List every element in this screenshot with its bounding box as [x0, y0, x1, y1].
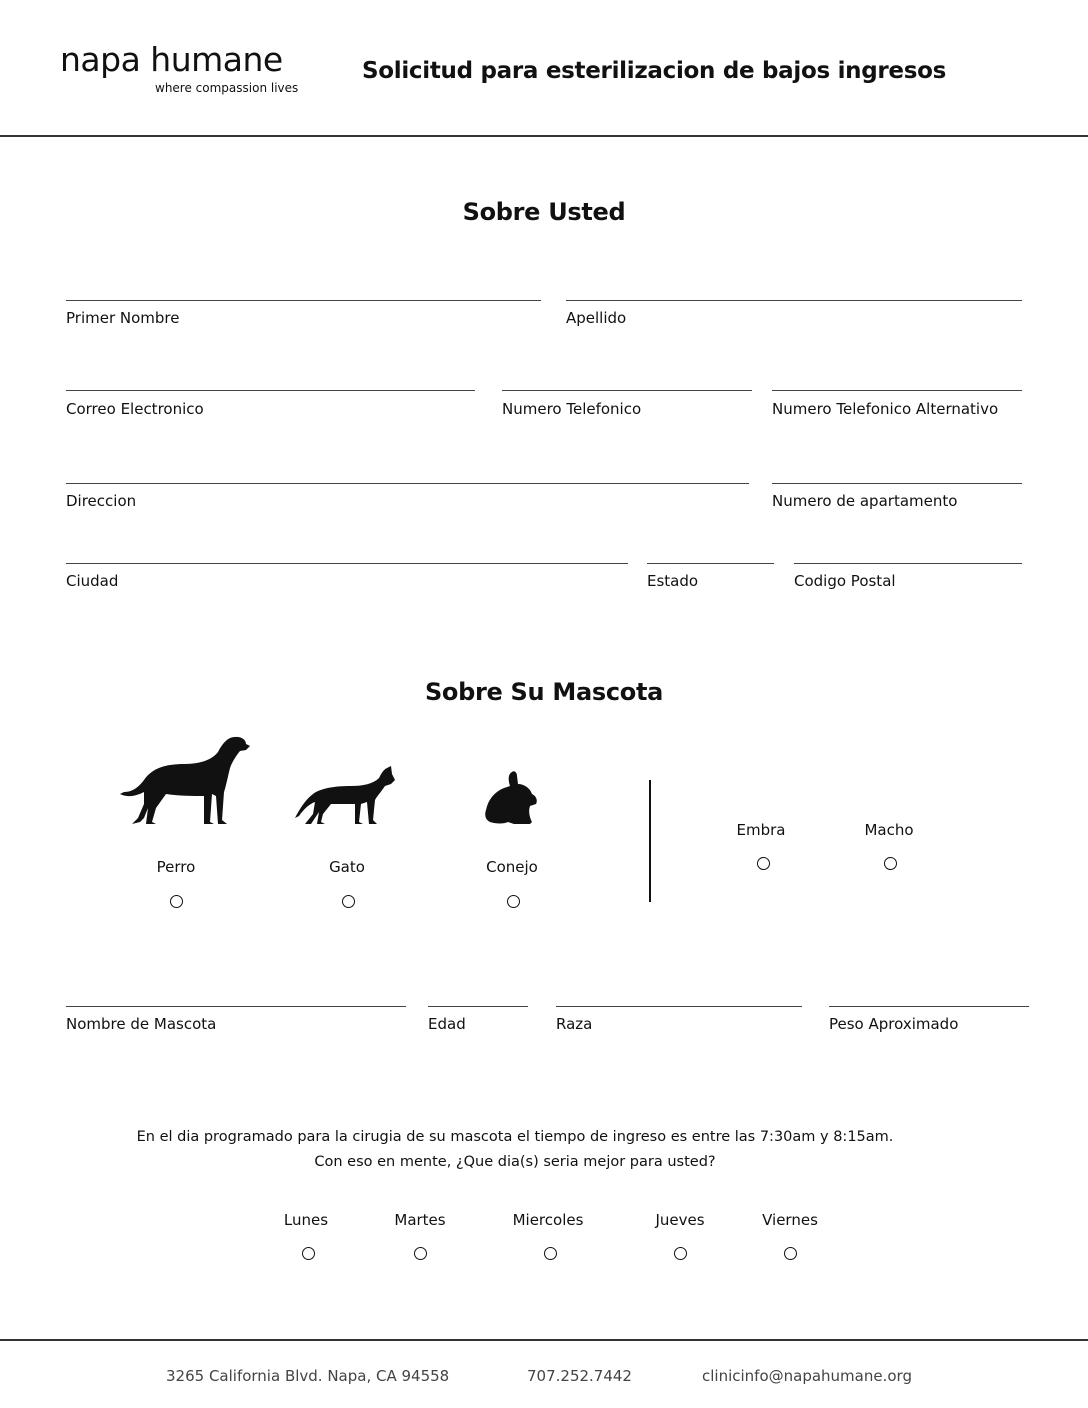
section-divider [649, 780, 651, 902]
rabbit-icon [484, 770, 538, 826]
logo-wordmark: napa humane [60, 40, 283, 79]
day-label-wednesday: Miercoles [512, 1211, 584, 1229]
zip-field[interactable] [794, 563, 1022, 564]
phone-label: Numero Telefonico [502, 400, 642, 418]
day-label-monday: Lunes [283, 1211, 329, 1229]
section-title-about-pet: Sobre Su Mascota [424, 678, 664, 706]
pet-name-label: Nombre de Mascota [66, 1015, 217, 1033]
day-label-tuesday: Martes [394, 1211, 446, 1229]
weight-label: Peso Aproximado [829, 1015, 959, 1033]
header-divider [0, 135, 1088, 137]
footer-phone: 707.252.7442 [527, 1367, 632, 1385]
first-name-label: Primer Nombre [66, 309, 180, 327]
footer-email: clinicinfo@napahumane.org [702, 1367, 912, 1385]
dog-icon [118, 734, 252, 826]
day-radio-monday[interactable] [302, 1247, 315, 1260]
page-title: Solicitud para esterilizacion de bajos ingresos [362, 58, 947, 84]
age-label: Edad [428, 1015, 466, 1033]
logo-tagline: where compassion lives [155, 81, 299, 95]
day-radio-tuesday[interactable] [414, 1247, 427, 1260]
address-field[interactable] [66, 483, 749, 484]
first-name-field[interactable] [66, 300, 541, 301]
sex-label-female: Embra [736, 821, 786, 839]
sex-radio-male[interactable] [884, 857, 897, 870]
weight-field[interactable] [829, 1006, 1029, 1007]
species-radio-dog[interactable] [170, 895, 183, 908]
species-label-rabbit: Conejo [486, 858, 538, 876]
schedule-note-line1: En el dia programado para la cirugia de su mascota el tiempo de ingreso es entre las 7:30am y 8:15am. [136, 1129, 894, 1145]
species-label-cat: Gato [329, 858, 365, 876]
footer-address: 3265 California Blvd. Napa, CA 94558 [166, 1367, 450, 1385]
day-label-friday: Viernes [762, 1211, 818, 1229]
breed-field[interactable] [556, 1006, 802, 1007]
sex-radio-female[interactable] [757, 857, 770, 870]
sex-label-male: Macho [864, 821, 914, 839]
address-label: Direccion [66, 492, 137, 510]
alt-phone-field[interactable] [772, 390, 1022, 391]
zip-label: Codigo Postal [794, 572, 896, 590]
last-name-label: Apellido [566, 309, 627, 327]
section-title-about-you: Sobre Usted [462, 198, 626, 226]
schedule-note-line2: Con eso en mente, ¿Que dia(s) seria mejor para usted? [314, 1154, 716, 1170]
footer-divider [0, 1339, 1088, 1341]
pet-name-field[interactable] [66, 1006, 406, 1007]
state-label: Estado [647, 572, 699, 590]
species-label-dog: Perro [156, 858, 196, 876]
day-label-thursday: Jueves [655, 1211, 705, 1229]
email-field[interactable] [66, 390, 475, 391]
city-label: Ciudad [66, 572, 119, 590]
alt-phone-label: Numero Telefonico Alternativo [772, 400, 999, 418]
phone-field[interactable] [502, 390, 752, 391]
state-field[interactable] [647, 563, 774, 564]
age-field[interactable] [428, 1006, 528, 1007]
breed-label: Raza [556, 1015, 593, 1033]
last-name-field[interactable] [566, 300, 1022, 301]
city-field[interactable] [66, 563, 628, 564]
email-label: Correo Electronico [66, 400, 204, 418]
cat-icon [295, 766, 397, 826]
apartment-label: Numero de apartamento [772, 492, 958, 510]
species-radio-rabbit[interactable] [507, 895, 520, 908]
species-radio-cat[interactable] [342, 895, 355, 908]
apartment-field[interactable] [772, 483, 1022, 484]
day-radio-wednesday[interactable] [544, 1247, 557, 1260]
day-radio-thursday[interactable] [674, 1247, 687, 1260]
day-radio-friday[interactable] [784, 1247, 797, 1260]
